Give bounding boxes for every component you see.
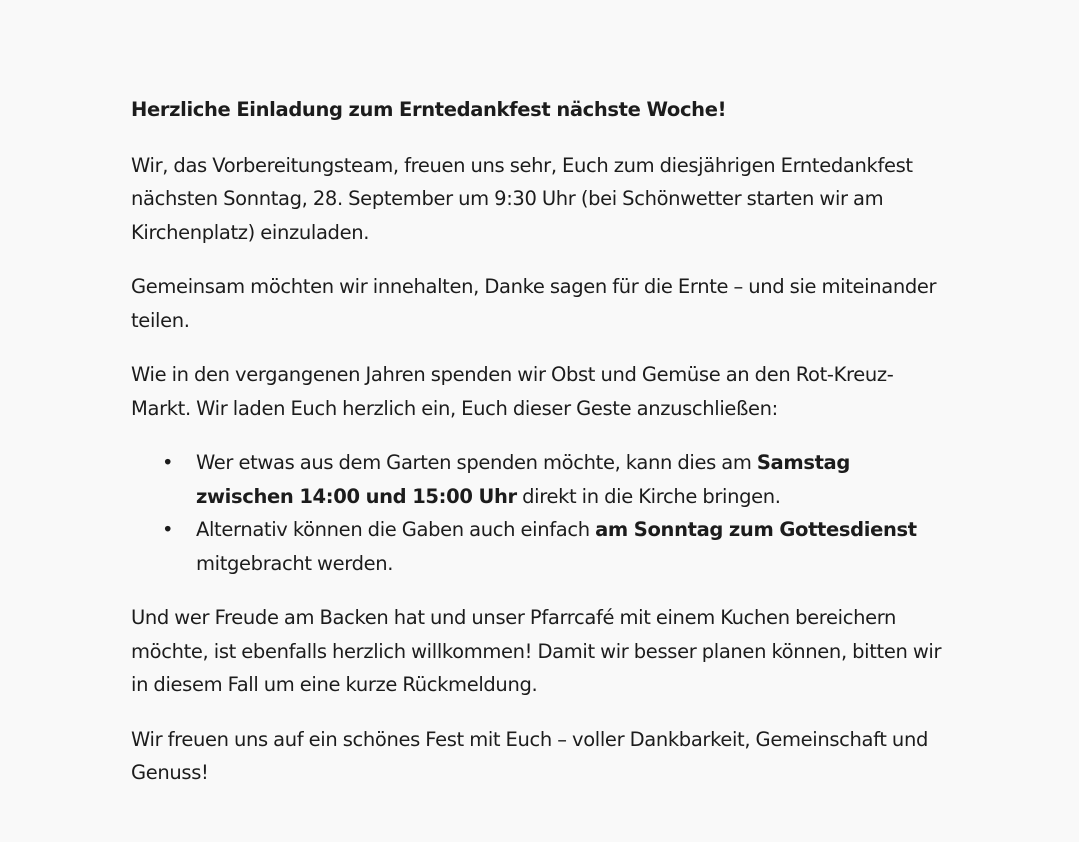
list-item-text: Wer etwas aus dem Garten spenden möchte, kann dies am — [196, 451, 757, 474]
gratitude-paragraph: Gemeinsam möchten wir innehalten, Danke sagen für die Ernte – und sie miteinander teilen. — [131, 275, 937, 332]
closing-paragraph: Wir freuen uns auf ein schönes Fest mit Euch – voller Dankbarkeit, Gemeinschaft und Genuss! — [131, 727, 928, 784]
baking-paragraph: Und wer Freude am Backen hat und unser Pfarrcafé mit einem Kuchen bereichern möchte, ist ebenfalls herzlich willkommen! Damit wir besser planen können, bitten wir in diesem Fall um eine kurze Rückmeldung. — [131, 606, 942, 696]
list-item-highlight: am Sonntag zum Gottesdienst — [595, 518, 917, 541]
invitation-heading: Herzliche Einladung zum Erntedankfest nächste Woche! — [131, 98, 727, 121]
list-item-highlight: Samstag zwischen 14:00 und 15:00 Uhr — [196, 451, 850, 508]
bullet-icon: • — [162, 451, 174, 474]
list-item-text: direkt in die Kirche bringen. — [516, 484, 781, 508]
donation-paragraph: Wie in den vergangenen Jahren spenden wir Obst und Gemüse an den Rot-Kreuz-Markt. Wir laden Euch herzlich ein, Euch dieser Geste anzuschließen: — [131, 363, 894, 420]
list-item-text: mitgebracht werden. — [196, 551, 394, 575]
list-item — [162, 513, 951, 580]
invitation-document — [131, 93, 951, 811]
list-item — [162, 446, 951, 513]
list-item-text: Alternativ können die Gaben auch einfach — [196, 518, 596, 541]
intro-paragraph: Wir, das Vorbereitungsteam, freuen uns sehr, Euch zum diesjährigen Erntedankfest nächsten Sonntag, 28. September um 9:30 Uhr (bei Schönwetter starten wir am Kirchenplatz) einzuladen. — [131, 153, 913, 244]
donation-options-list — [131, 446, 951, 580]
bullet-icon: • — [162, 518, 174, 541]
